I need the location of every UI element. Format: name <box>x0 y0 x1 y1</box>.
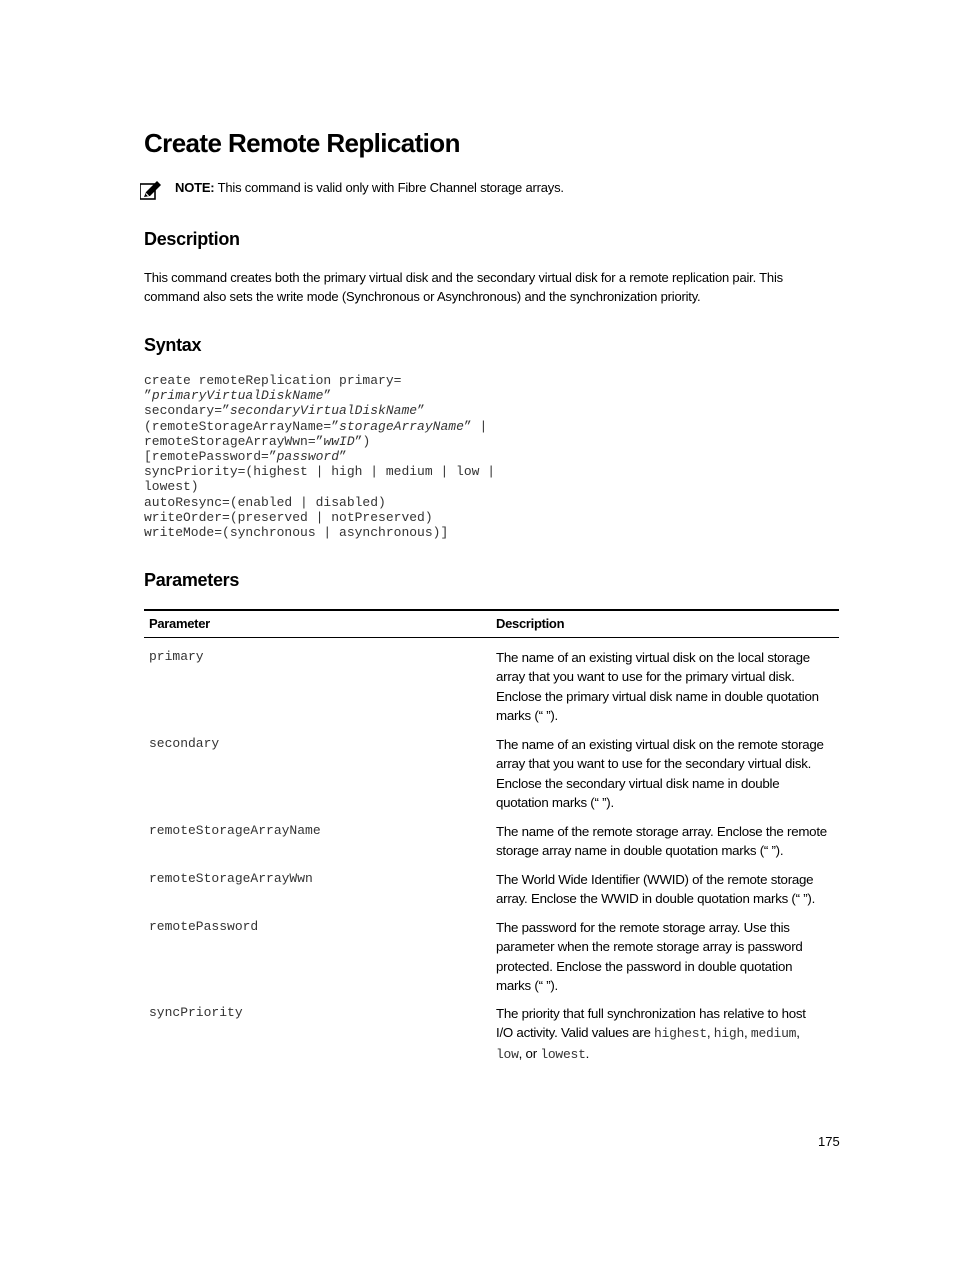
syntax-code-block: create remoteReplication primary= ”primaryVirtualDiskName” secondary=”secondaryVirtualDiskName” (remoteStorageArrayName=”storageArrayName” | remoteStorageArrayWwn=”wwID”) [remotePassword=”password” syncPriority=(highest | high | medium | low | lowest) autoResync=(enabled | disabled) writeOrder=(preserved | notPreserved) writeMode=(synchronous | asynchronous)] <box>144 373 496 541</box>
table-header <box>144 609 839 638</box>
parameters-table <box>144 609 839 1062</box>
page-title: Create Remote Replication <box>144 128 460 158</box>
note-text <box>175 180 564 195</box>
note-body: This command is valid only with Fibre Channel storage arrays. <box>214 180 564 195</box>
valid-value: medium <box>750 1026 797 1042</box>
syntax-placeholder: wwID <box>323 433 355 449</box>
syntax-placeholder: storageArrayName <box>339 418 464 434</box>
description-paragraph: This command creates both the primary virtual disk and the secondary virtual disk for a remote replication pair. This command also sets the write mode (Synchronous or Asynchronous) and the synchronization priority. <box>144 270 783 304</box>
valid-value: low <box>496 1046 519 1062</box>
pencil-note-icon <box>140 180 162 202</box>
parameter-description: The priority that full synchronization has relative to host I/O activity. Valid values are highest, high, medium, low, or lowest. <box>496 1006 806 1062</box>
column-header-parameter: Parameter <box>149 616 210 631</box>
parameter-name: remotePassword <box>149 919 259 934</box>
syntax-placeholder: primaryVirtualDiskName <box>151 388 324 404</box>
parameter-name: secondary <box>149 736 220 751</box>
parameters-heading: Parameters <box>144 570 240 590</box>
page-number: 175 <box>818 1134 840 1149</box>
parameter-name: primary <box>149 649 204 664</box>
parameter-name: syncPriority <box>149 1005 243 1020</box>
valid-value: lowest <box>540 1046 586 1062</box>
parameter-description: The name of the remote storage array. Enclose the remote storage array name in double quotation marks (“ ”). <box>496 824 827 859</box>
description-heading: Description <box>144 229 240 249</box>
syntax-placeholder: password <box>276 449 340 465</box>
parameter-name: remoteStorageArrayName <box>149 823 321 838</box>
parameter-description: The name of an existing virtual disk on the local storage array that you want to use for the primary virtual disk. Enclose the primary virtual disk name in double quotation marks (“ ”). <box>496 650 819 723</box>
syntax-placeholder: secondaryVirtualDiskName <box>229 403 418 419</box>
parameter-description: The name of an existing virtual disk on the remote storage array that you want to use for the secondary virtual disk. Enclose the secondary virtual disk name in double quotation marks (“ ”). <box>496 737 824 810</box>
note-callout <box>140 178 840 202</box>
valid-value: highest <box>654 1026 707 1042</box>
parameter-description: The World Wide Identifier (WWID) of the remote storage array. Enclose the WWID in double quotation marks (“ ”). <box>496 872 816 907</box>
note-label: NOTE: <box>175 180 215 195</box>
column-header-description: Description <box>496 616 565 631</box>
parameter-name: remoteStorageArrayWwn <box>149 871 313 886</box>
parameter-description: The password for the remote storage array. Use this parameter when the remote storage array is password protected. Enclose the password in double quotation marks (“ ”). <box>496 920 803 993</box>
syntax-heading: Syntax <box>144 335 202 355</box>
valid-value: high <box>713 1026 745 1042</box>
